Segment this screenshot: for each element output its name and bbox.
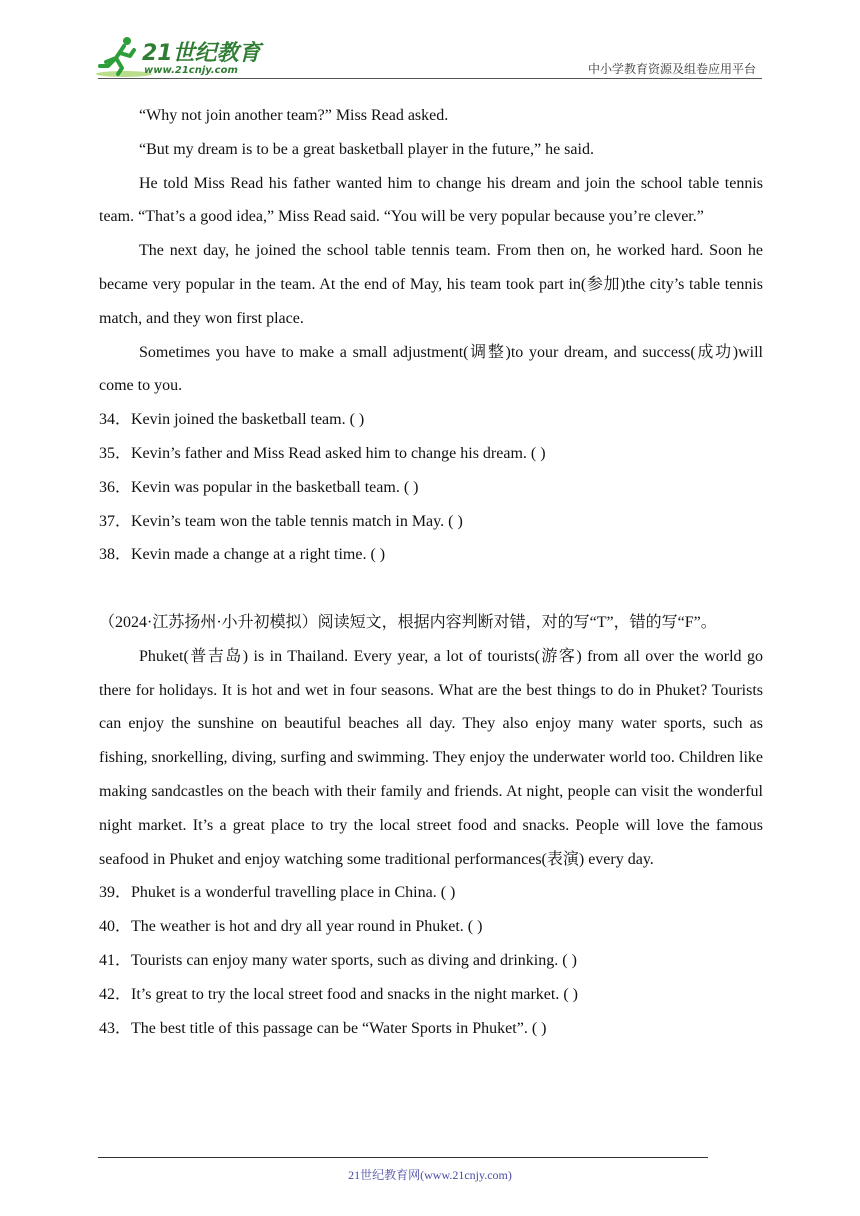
site-logo[interactable] [94, 36, 264, 78]
question-41: 41．Tourists can enjoy many water sports, such as diving and drinking. ( ) [99, 951, 577, 969]
platform-name: 中小学教育资源及组卷应用平台 [587, 62, 756, 76]
footer-divider [98, 1157, 708, 1158]
document-body [99, 99, 763, 1045]
header-divider [98, 78, 762, 79]
section-gap [99, 572, 763, 606]
paragraph: Phuket(普吉岛) is in Thailand. Every year, a lot of tourists(游客) from all over the world go there for holidays. It is hot and wet in four seasons. What are the best things to do in Phuket? Tourists can enjoy the sunshine on beautiful beaches all day. They also enjoy many water sports, such as fishing, snorkelling, diving, surfing and swimming. They enjoy the underwater world too. Children like making sandcastles on the beach with their family and friends. At night, people can visit the wonderful night market. It’s a great place to try the local street food and snacks. People will love the famous seafood in Phuket and enjoy watching some traditional performances(表演) every day. [99, 647, 763, 868]
question-36: 36．Kevin was popular in the basketball team. ( ) [99, 478, 419, 496]
question-38: 38．Kevin made a change at a right time. ( ) [99, 546, 386, 564]
page-header [0, 0, 860, 80]
question-39: 39．Phuket is a wonderful travelling place in China. ( ) [99, 884, 456, 902]
footer-link[interactable]: 21世纪教育网(www.21cnjy.com) [348, 1168, 512, 1182]
question-42: 42．It’s great to try the local street food and snacks in the night market. ( ) [99, 985, 578, 1003]
question-43: 43．The best title of this passage can be “Water Sports in Phuket”. ( ) [99, 1019, 547, 1037]
paragraph: Sometimes you have to make a small adjustment(调整)to your dream, and success(成功)will come to you. [99, 343, 763, 395]
paragraph: “But my dream is to be a great basketball player in the future,” he said. [139, 140, 594, 158]
paragraph: “Why not join another team?” Miss Read asked. [139, 107, 449, 124]
question-35: 35．Kevin’s father and Miss Read asked him to change his dream. ( ) [99, 444, 546, 462]
logo-text: 21世纪教育 [142, 41, 261, 66]
question-37: 37．Kevin’s team won the table tennis match in May. ( ) [99, 512, 463, 530]
runner-logo-icon [94, 36, 264, 78]
logo-url: www.21cnjy.com [144, 65, 238, 76]
question-34: 34．Kevin joined the basketball team. ( ) [99, 411, 365, 429]
paragraph: He told Miss Read his father wanted him to change his dream and join the school table tennis team. “That’s a good idea,” Miss Read said. “You will be very popular because you’re clever.” [99, 174, 763, 226]
exercise-source: （2024·江苏扬州·小升初模拟）阅读短文，根据内容判断对错，对的写“T”，错的写“F”。 [99, 613, 717, 631]
paragraph: The next day, he joined the school table tennis team. From then on, he worked hard. Soon he became very popular in the team. At the end of May, his team took part in(参加)the city’s table tennis match, and they won first place. [99, 242, 763, 327]
question-40: 40．The weather is hot and dry all year round in Phuket. ( ) [99, 918, 483, 936]
